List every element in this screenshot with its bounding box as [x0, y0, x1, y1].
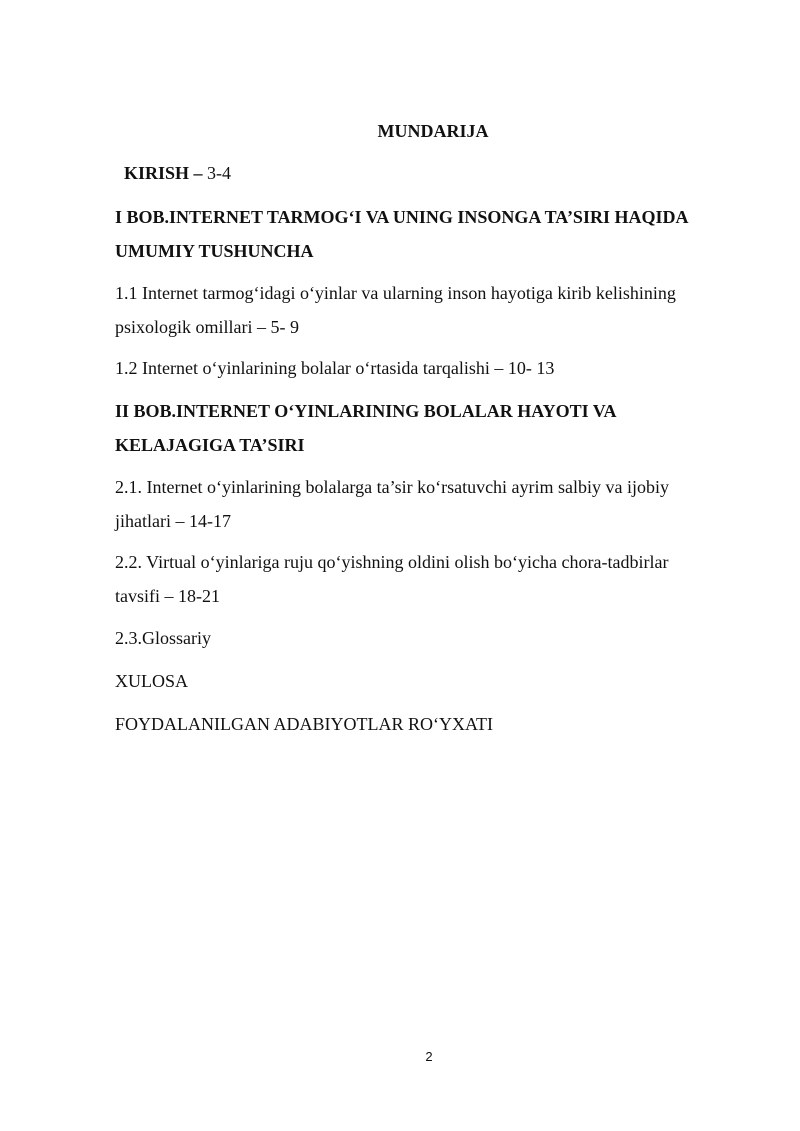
- toc-section-2-1: [115, 470, 735, 538]
- toc-section-1-1: [115, 276, 735, 344]
- toc-chapter-1-line2: UMUMIY TUSHUNCHA: [115, 241, 314, 261]
- toc-chapter-2: [115, 394, 735, 462]
- toc-section-2-2: [115, 545, 735, 613]
- toc-section-1-2: [115, 351, 735, 385]
- toc-entry-adabiyotlar: [115, 707, 735, 741]
- toc-chapter-1-line1: I BOB.INTERNET TARMOG‘I VA UNING INSONGA TA’SIRI HAQIDA: [115, 207, 689, 227]
- toc-entry-adabiyotlar-line1: FOYDALANILGAN ADABIYOTLAR RO‘YXATI: [115, 714, 493, 734]
- toc-section-1-2-line1: 1.2 Internet o‘yinlarining bolalar o‘rtasida tarqalishi – 10- 13: [115, 358, 555, 378]
- toc-entry-xulosa-line1: XULOSA: [115, 671, 189, 691]
- toc-section-2-1-line1: 2.1. Internet o‘yinlarining bolalarga ta’sir ko‘rsatuvchi ayrim salbiy va ijobiy: [115, 477, 670, 497]
- page-number: 2: [425, 1049, 433, 1064]
- toc-section-2-2-line2: tavsifi – 18-21: [115, 586, 220, 606]
- toc-chapter-1: [115, 200, 735, 268]
- toc-section-1-1-line2: psixologik omillari – 5- 9: [115, 317, 299, 337]
- toc-chapter-2-line2: KELAJAGIGA TA’SIRI: [115, 435, 305, 455]
- toc-section-2-2-line1: 2.2. Virtual o‘yinlariga ruju qo‘yishning oldini olish bo‘yicha chora-tadbirlar: [115, 552, 669, 572]
- toc-entry-xulosa: [115, 664, 735, 698]
- toc-entry-kirish-label: KIRISH –: [124, 163, 203, 183]
- toc-entry-kirish: [124, 156, 744, 190]
- toc-section-2-1-line2: jihatlari – 14-17: [115, 511, 231, 531]
- toc-chapter-2-line1: II BOB.INTERNET O‘YINLARINING BOLALAR HAYOTI VA: [115, 401, 617, 421]
- toc-section-2-3-line1: 2.3.Glossariy: [115, 628, 211, 648]
- toc-title: MUNDARIJA: [377, 121, 489, 141]
- toc-entry-kirish-pages: 3-4: [202, 163, 232, 183]
- toc-section-1-1-line1: 1.1 Internet tarmog‘idagi o‘yinlar va ularning inson hayotiga kirib kelishining: [115, 283, 676, 303]
- toc-section-2-3: [115, 621, 735, 655]
